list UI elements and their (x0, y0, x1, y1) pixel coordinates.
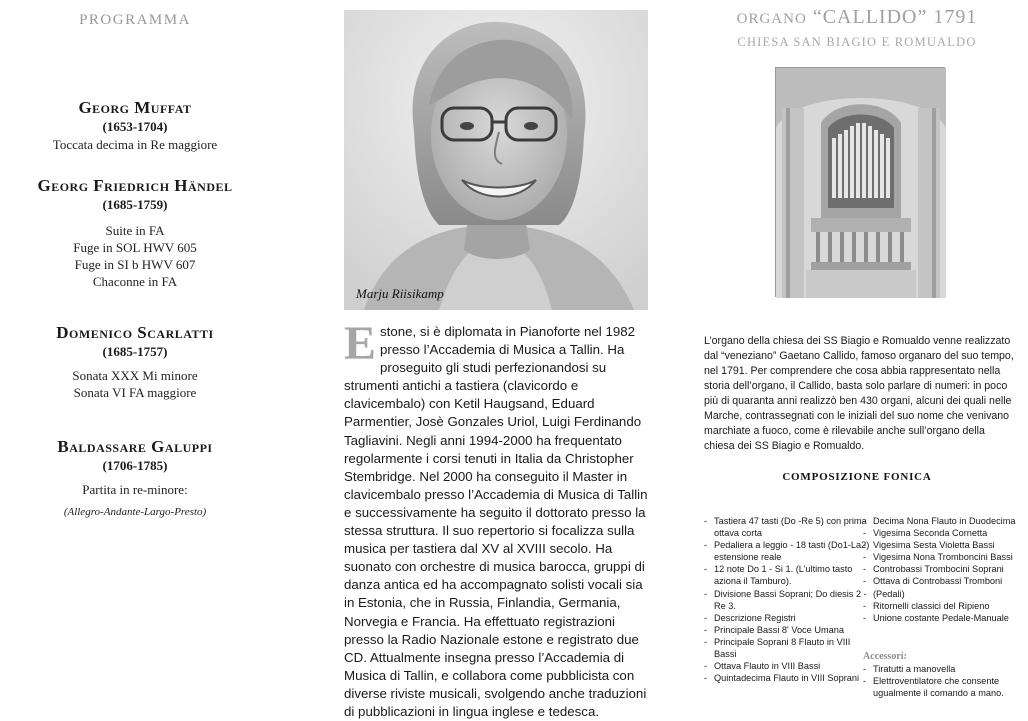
composer-name: Domenico Scarlatti (56, 323, 214, 342)
organ-illustration (776, 68, 946, 298)
accessori-title: Accessori: (863, 651, 907, 662)
list-item: - Principale Bassi 8' Voce Umana (704, 624, 870, 636)
composer-name: Baldassare Galuppi (57, 437, 213, 456)
list-item: - Vigesima Nona Tromboncini Bassi (863, 551, 1028, 563)
work-title: Sonata VI FA maggiore (73, 385, 197, 400)
list-item: - Quintadecima Flauto in VIII Soprani (704, 672, 870, 684)
accessori-list (863, 663, 1028, 699)
composer-handel (0, 176, 270, 290)
list-item: - Tiratutti a manovella (863, 663, 1028, 675)
work-title: Sonata XXX Mi minore (72, 368, 198, 383)
composer-dates: (1653-1704) (102, 119, 168, 134)
work-title: Partita in re-minore: (82, 482, 188, 497)
list-item: - Ottava Flauto in VIII Bassi (704, 660, 870, 672)
composer-name: Georg Friedrich Händel (37, 176, 233, 195)
organo-column (690, 0, 1024, 707)
list-item: - 12 note Do 1 - Si 1. (L’ultimo tasto aziona il Tamburo). (704, 563, 870, 587)
list-item: - Unione costante Pedale-Manuale (863, 612, 1028, 624)
biography-body: stone, si è diplomata in Pianoforte nel 1982 presso l’Accademia di Musica a Tallin. Ha proseguito gli studi perfezionandosi su strumenti antichi a tastiera (clavicordo e clavicembalo) con Ketil Haugsand, Eduard Parmentier, Josè Gonzales Uriol, Luigi Ferdinando Tagliavini. Negli anni 1994-2000 ha frequentato regolarmente i corsi tenuti in Italia da Christopher Stembridge. Nel 2000 ha conseguito il Master in clavicembalo presso l’Accademia di Musica di Tallin e successivamente ha seguito il dottorato presso la stessa struttura. Il suo repertorio si focalizza sulla musica per tastiera dal XV al XVIII secolo. Ha suonato con orchestre di musica barocca, gruppi di danza antica ed ha accompagnato solisti vocali sia in Estonia, che in Russia, Finlandia, Germania, Norvegia e Francia. Ha effettuato registrazioni presso la Radio Nazionale estone e registrato due CD. Attualmente insegna presso l’Accademia di Musica di Tallin, e collabora come pubblicista con diverse riviste musicali, svolgendo anche traduzioni di pubblicazioni in lingua inglese e tedesca. (344, 324, 648, 719)
list-item: - Elettroventilatore che consente ugualmente il comando a mano. (863, 675, 1028, 699)
portrait-photo (344, 10, 648, 310)
composer-name: Georg Muffat (78, 98, 192, 117)
list-item: - Vigesima Seconda Cornetta (863, 527, 1028, 539)
organ-title-name: “CALLIDO” (812, 6, 928, 28)
portrait-caption: Marju Riisikamp (356, 286, 444, 301)
work-title: Fuge in SI b HWV 607 (74, 257, 196, 272)
organ-title-year: 1791 (933, 6, 978, 28)
organ-subtitle: CHIESA SAN BIAGIO E ROMUALDO (737, 35, 977, 49)
list-item: - Tastiera 47 tasti (Do -Re 5) con prima ottava corta (704, 515, 870, 539)
composer-scarlatti (0, 323, 270, 401)
list-item: - Controbassi Trombocini Soprani (863, 563, 1028, 575)
composer-dates: (1685-1759) (102, 197, 168, 212)
list-item: - Ottava di Controbassi Tromboni (Pedali) (863, 575, 1028, 599)
work-title: Suite in FA (105, 223, 165, 238)
list-item: - Decima Nona Flauto in Duodecima (863, 515, 1028, 527)
list-item: - Vigesima Sesta Violetta Bassi (863, 539, 1028, 551)
stops-list-right (863, 515, 1028, 624)
organ-title (690, 6, 1024, 29)
movements-note: (Allegro-Andante-Largo-Presto) (63, 506, 207, 518)
composer-dates: (1706-1785) (102, 458, 168, 473)
list-item: - Ritornelli classici del Ripieno (863, 600, 1028, 612)
composizione-fonica-title: COMPOSIZIONE FONICA (782, 471, 932, 483)
work-title: Toccata decima in Re maggiore (52, 137, 218, 152)
list-item: - Descrizione Registri (704, 612, 870, 624)
programma-heading: PROGRAMMA (79, 12, 191, 28)
work-title: Fuge in SOL HWV 605 (73, 240, 197, 255)
portrait-illustration (344, 10, 648, 310)
drop-cap: E (344, 317, 377, 370)
programma-column (0, 0, 300, 707)
work-title: Chaconne in FA (92, 274, 178, 289)
composer-dates: (1685-1757) (102, 344, 168, 359)
list-item: - Principale Soprani 8 Flauto in VIII Bassi (704, 636, 870, 660)
list-item: - Divisione Bassi Soprani; Do diesis 2 - Re 3. (704, 588, 870, 612)
organ-photo (775, 67, 945, 297)
organ-title-prefix: ORGANO (736, 11, 807, 27)
composer-galuppi (0, 437, 270, 521)
organ-description: L’organo della chiesa dei SS Biagio e Romualdo venne realizzato dal “veneziano” Gaetano Callido, famoso organaro del suo tempo, nel 1791. Per comprendere che cosa abbia rappresentato nella storia dell’organo, il Callido, basta solo parlare di numeri: in poco più di quaranta anni realizzò ben 430 organi, alcuni dei quali nelle Marche, contrassegnati con le iniziali del suo nome che venivano marchiate a fuoco, come è rilevabile anche sull’organo della chiesa dei SS Biagio e Romualdo. (704, 335, 1014, 452)
composer-muffat (0, 98, 270, 153)
biography-text (344, 317, 656, 721)
stops-list-left (704, 515, 870, 684)
list-item: - Pedaliera a leggio - 18 tasti (Do1-La2) estensione reale (704, 539, 870, 563)
